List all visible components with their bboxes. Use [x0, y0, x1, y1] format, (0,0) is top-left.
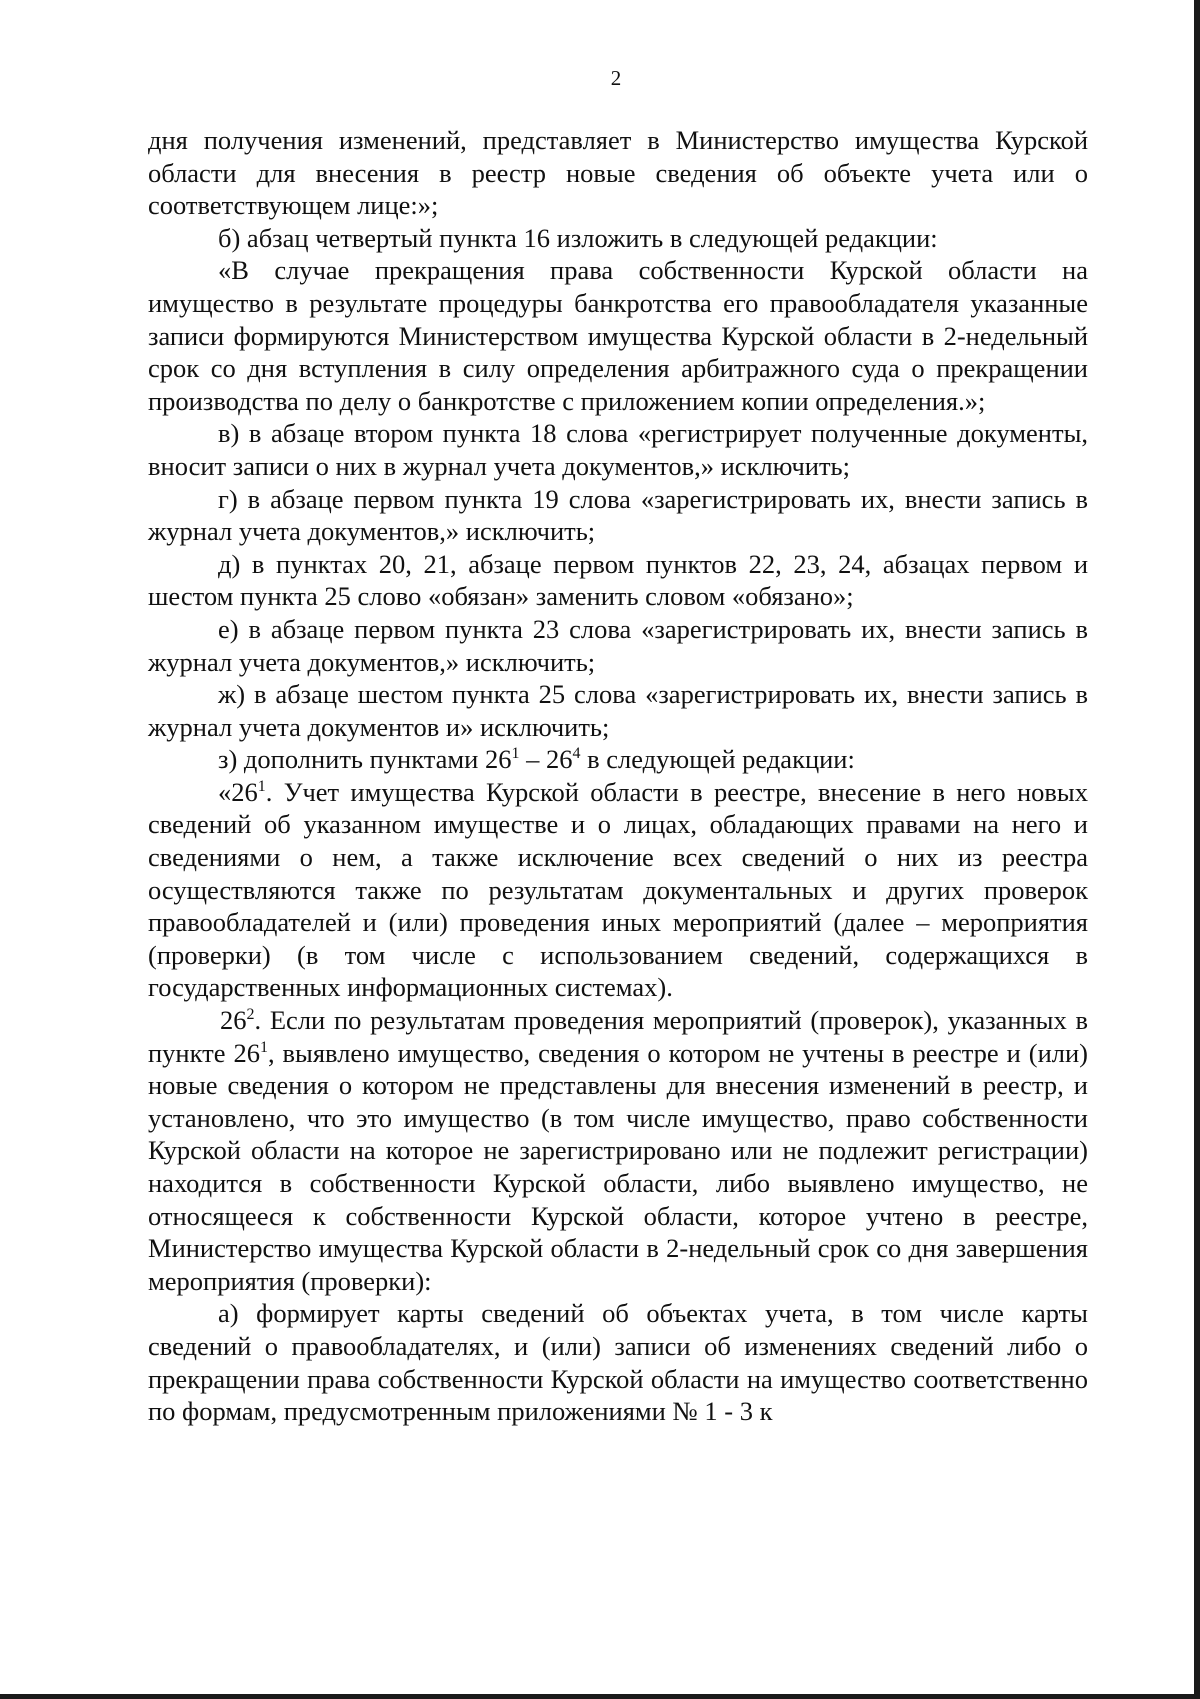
clause-26-1-number: «26	[218, 776, 258, 807]
paragraph-item-v: в) в абзаце втором пункта 18 слова «регистрирует полученные документы, вносит записи о них в журнал учета документов,» исключить;	[148, 418, 1088, 481]
clause-26-2-number: 26	[220, 1005, 247, 1036]
superscript: 1	[257, 777, 266, 795]
paragraph-item-z	[148, 743, 1088, 776]
paragraph-item-zh: ж) в абзаце шестом пункта 25 слова «зарегистрировать их, внести запись в журнал учета документов и» исключить;	[148, 679, 1088, 742]
scan-border-right	[1194, 0, 1200, 1699]
paragraph-clause-26-1	[148, 776, 1088, 1004]
scan-border-bottom	[0, 1694, 1200, 1699]
paragraph-continuation: дня получения изменений, представляет в Министерство имущества Курской области для внесения в реестр новые сведения об объекте учета или о соответствующем лице:»;	[148, 125, 1088, 221]
paragraph-item-b: б) абзац четвертый пункта 16 изложить в следующей редакции:	[218, 222, 938, 253]
paragraph-subitem-a: а) формирует карты сведений об объектах учета, в том числе карты сведений о правообладателях, и (или) записи об изменениях сведений либо о прекращении права собственности Курской области на имущество соответственно по формам, предусмотренным приложениями № 1 - 3 к	[148, 1298, 1088, 1427]
paragraph-item-z-part-a: з) дополнить пунктами 26	[218, 744, 512, 775]
paragraph-item-d: д) в пунктах 20, 21, абзаце первом пунктов 22, 23, 24, абзацах первом и шестом пункта 25 слово «обязан» заменить словом «обязано»;	[148, 548, 1088, 612]
clause-26-1-text: . Учет имущества Курской области в реестре, внесение в него новых сведений об указанном имуществе и о лицах, обладающих правами на него и сведениями о нем, а также исключение всех сведений о них из реестра осуществляются также по результатам документальных и других проверок правообладателей и (или) проведения иных мероприятий (далее – мероприятия (проверки) (в том числе с использованием сведений, содержащихся в государственных информационных системах).	[148, 776, 1088, 1003]
superscript: 1	[511, 745, 520, 763]
paragraph-item-z-part-c: в следующей редакции:	[580, 744, 855, 775]
paragraph-clause-26-2	[148, 1004, 1088, 1297]
clause-26-2-text-b: , выявлено имущество, сведения о котором не учтены в реестре и (или) новые сведения о котором не представлены для внесения изменений в реестр, и установлено, что это имущество (в том числе имущество, право собственности Курской области на которое не зарегистрировано или не подлежит регистрации) находится в собственности Курской области, либо выявлено имущество, не относящееся к собственности Курской области, которое учтено в реестре, Министерство имущества Курской области в 2-недельный срок со дня завершения мероприятия (проверки):	[148, 1037, 1088, 1296]
superscript: 4	[572, 745, 581, 763]
superscript: 1	[259, 1038, 268, 1056]
page-number: 2	[610, 66, 622, 90]
paragraph-item-e: е) в абзаце первом пункта 23 слова «зарегистрировать их, внести запись в журнал учета документов,» исключить;	[148, 613, 1088, 677]
document-body	[148, 124, 1088, 1428]
paragraph-quote-bankruptcy: «В случае прекращения права собственности Курской области на имущество в результате процедуры банкротства его правообладателя указанные записи формируются Министерством имущества Курской области в 2-недельный срок со дня вступления в силу определения арбитражного суда о прекращении производства по делу о банкротстве с приложением копии определения.»;	[148, 255, 1088, 416]
superscript: 2	[246, 1006, 255, 1024]
paragraph-item-z-part-b: – 26	[519, 744, 573, 775]
paragraph-item-g: г) в абзаце первом пункта 19 слова «зарегистрировать их, внести запись в журнал учета документов,» исключить;	[148, 483, 1088, 547]
clause-26-2-text-a: . Если по результатам проведения мероприятий (проверок), указанных в пункте 26	[148, 1005, 1088, 1068]
